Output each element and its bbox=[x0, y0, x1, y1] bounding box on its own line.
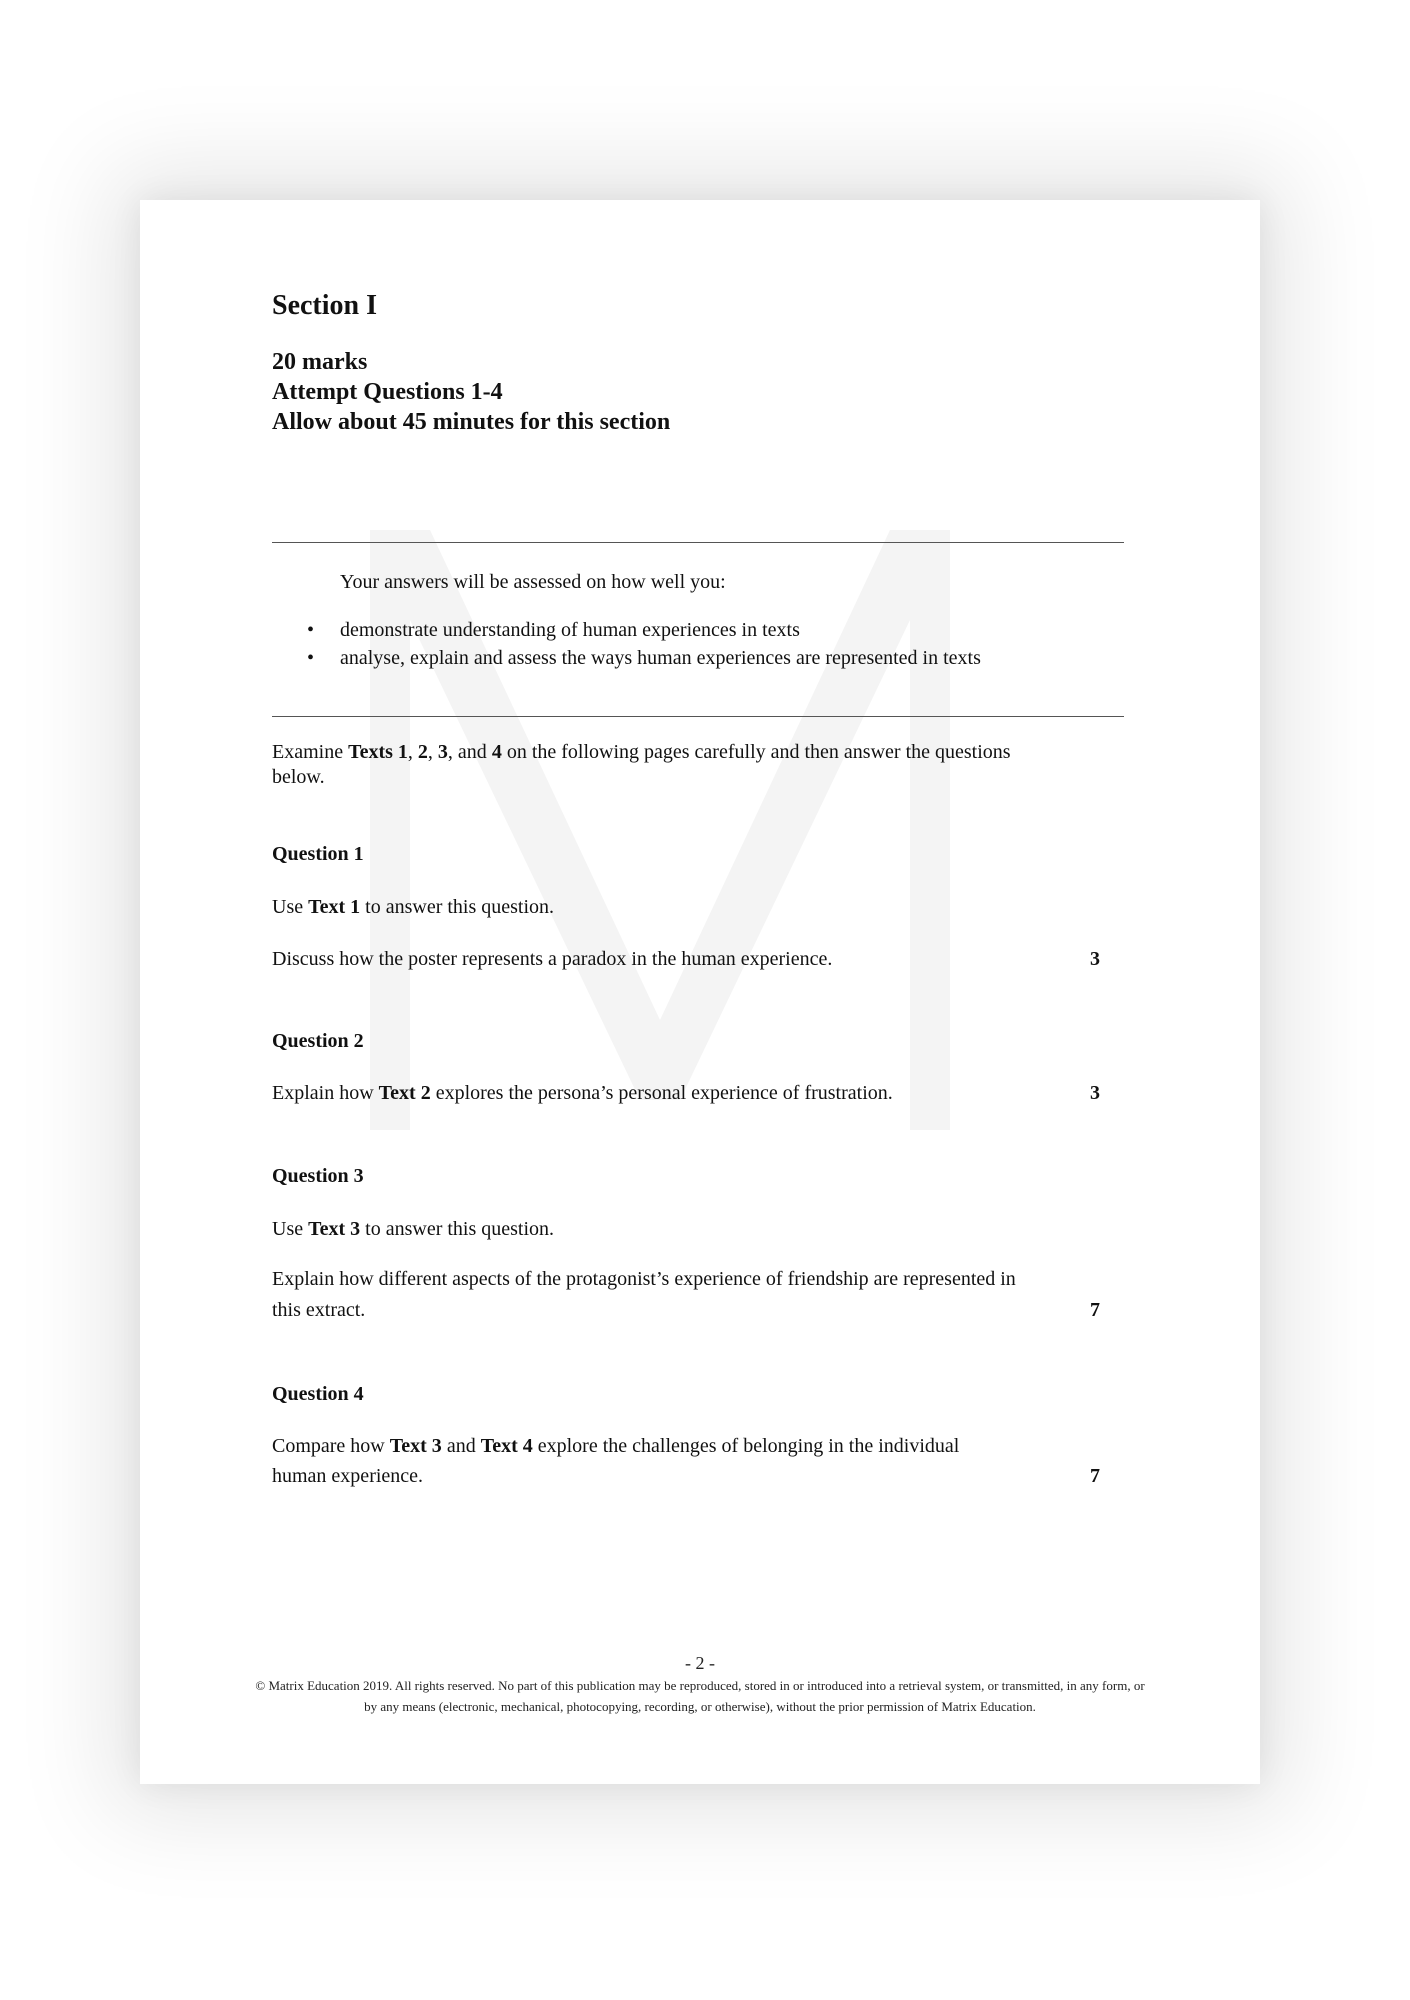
question-1-use: Use Text 1 to answer this question. bbox=[272, 896, 555, 918]
question-3-prompt-line-1: Explain how different aspects of the protagonist’s experience of friendship are represented in bbox=[272, 1268, 1016, 1290]
question-1-marks: 3 bbox=[1090, 948, 1100, 970]
question-3-prompt-line-2: this extract. bbox=[272, 1299, 366, 1321]
question-4-prompt-line-1: Compare how Text 3 and Text 4 explore the challenges of belonging in the individual bbox=[272, 1435, 960, 1457]
question-2-prompt: Explain how Text 2 explores the persona’s personal experience of frustration. bbox=[272, 1082, 893, 1104]
bullet-marker: • bbox=[307, 647, 315, 669]
page-number: - 2 - bbox=[685, 1653, 715, 1673]
criteria-bullet-1: demonstrate understanding of human experiences in texts bbox=[340, 619, 800, 641]
section-marks: 20 marks bbox=[272, 349, 368, 375]
copyright-line-2: by any means (electronic, mechanical, photocopying, recording, or otherwise), without the prior permission of Matrix Education. bbox=[364, 1699, 1036, 1714]
question-1-heading: Question 1 bbox=[272, 843, 364, 865]
watermark-logo bbox=[310, 500, 1010, 1140]
bullet-marker: • bbox=[307, 619, 315, 641]
section-title: Section I bbox=[272, 290, 377, 321]
criteria-intro: Your answers will be assessed on how well you: bbox=[340, 571, 726, 593]
question-2-marks: 3 bbox=[1090, 1082, 1100, 1104]
criteria-bullet-2: analyse, explain and assess the ways human experiences are represented in texts bbox=[340, 647, 981, 669]
question-1-prompt: Discuss how the poster represents a paradox in the human experience. bbox=[272, 948, 833, 970]
question-2-heading: Question 2 bbox=[272, 1030, 364, 1052]
exam-page bbox=[140, 200, 1260, 1784]
question-4-marks: 7 bbox=[1090, 1465, 1100, 1487]
divider-bottom bbox=[272, 716, 1124, 717]
instructions-line-2: below. bbox=[272, 766, 325, 788]
divider-top bbox=[272, 542, 1124, 543]
instructions-line-1: Examine Texts 1, 2, 3, and 4 on the following pages carefully and then answer the questions bbox=[272, 741, 1011, 763]
copyright-line-1: © Matrix Education 2019. All rights reserved. No part of this publication may be reproduced, stored in or introduced into a retrieval system, or transmitted, in any form, or bbox=[255, 1678, 1145, 1693]
question-3-use: Use Text 3 to answer this question. bbox=[272, 1218, 555, 1240]
question-3-heading: Question 3 bbox=[272, 1165, 364, 1187]
question-3-marks: 7 bbox=[1090, 1299, 1100, 1321]
section-time: Allow about 45 minutes for this section bbox=[272, 409, 671, 435]
question-4-prompt-line-2: human experience. bbox=[272, 1465, 424, 1487]
section-attempt: Attempt Questions 1-4 bbox=[272, 379, 503, 405]
question-4-heading: Question 4 bbox=[272, 1383, 364, 1405]
